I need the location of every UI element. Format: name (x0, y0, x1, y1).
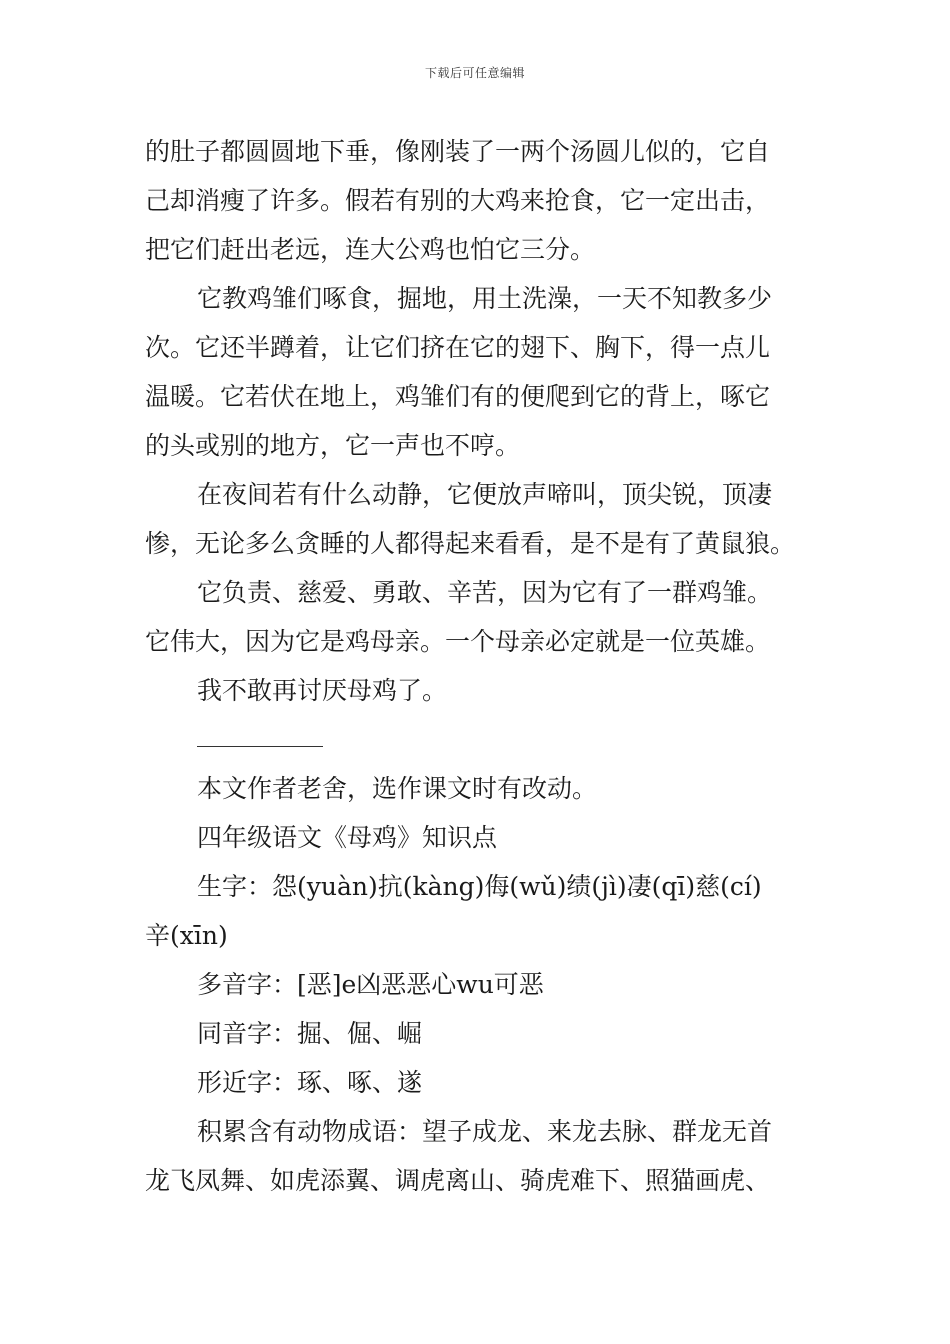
text-line: 龙飞凤舞、如虎添翼、调虎离山、骑虎难下、照猫画虎、 (145, 1166, 771, 1195)
text-line: 同音字：掘、倔、崛 (197, 1019, 423, 1048)
text-line: 己却消瘦了许多。假若有别的大鸡来抢食，它一定出击， (145, 186, 771, 215)
text-line: 它伟大，因为它是鸡母亲。一个母亲必定就是一位英雄。 (145, 627, 771, 656)
text-line: 把它们赶出老远，连大公鸡也怕它三分。 (145, 235, 596, 264)
text-line: 生字：怨(yuàn)抗(kàng)侮(wǔ)绩(jì)凄(qī)慈(cí) (197, 872, 762, 901)
text-line: 温暖。它若伏在地上，鸡雏们有的便爬到它的背上，啄它 (145, 382, 771, 411)
text-line: 惨，无论多么贪睡的人都得起来看看，是不是有了黄鼠狼。 (145, 529, 796, 558)
text-line: 积累含有动物成语：望子成龙、来龙去脉、群龙无首 (197, 1117, 773, 1146)
text-line: 多音字：[恶]e凶恶恶心wu可恶 (197, 970, 544, 999)
footnote-text: 本文作者老舍，选作课文时有改动。 (197, 774, 598, 803)
text-line: 次。它还半蹲着，让它们挤在它的翅下、胸下，得一点儿 (145, 333, 771, 362)
text-line: 它负责、慈爱、勇敢、辛苦，因为它有了一群鸡雏。 (197, 578, 773, 607)
text-line: 的肚子都圆圆地下垂，像刚装了一两个汤圆儿似的，它自 (145, 137, 771, 166)
text-line: 我不敢再讨厌母鸡了。 (197, 676, 448, 705)
text-line: 辛(xīn) (145, 921, 228, 950)
text-line: 的头或别的地方，它一声也不哼。 (145, 431, 521, 460)
footnote-divider (145, 715, 810, 764)
text-line: 它教鸡雏们啄食，掘地，用土洗澡，一天不知教多少 (197, 284, 773, 313)
page-header: 下载后可任意编辑 (424, 66, 525, 80)
text-line: 形近字：琢、啄、遂 (197, 1068, 423, 1097)
text-line: 在夜间若有什么动静，它便放声啼叫，顶尖锐，顶凄 (197, 480, 773, 509)
document-body (145, 127, 810, 1205)
footnote-rule (197, 746, 323, 747)
section-heading: 四年级语文《母鸡》知识点 (197, 823, 498, 852)
